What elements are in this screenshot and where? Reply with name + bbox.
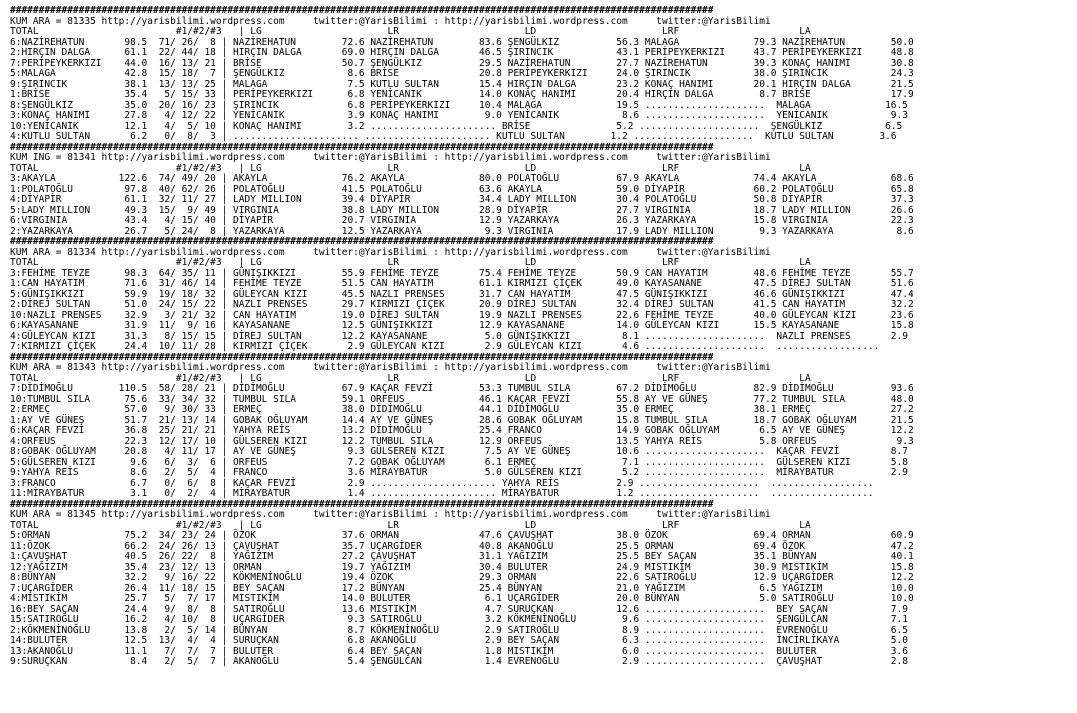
- column-header-line: TOTAL #1/#2/#3 | LG LR LD LRF LA: [10, 519, 811, 531]
- result-row: 14:BULUTER 12.5 13/ 4/ 4 | SURUÇKAN 6.8 AKANOĞLU 2.9 BEY SAÇAN 6.3 ..................... İNCİRLİKAYA 5.0: [10, 635, 908, 646]
- result-row: 2:KÖKMENİNOĞLU 13.8 2/ 5/ 14 | BÜNYAN 8.7 KÖKMENİNOĞLU 2.9 SATIROĞLU 8.9 ..................... EVRENOĞLU 6.5: [10, 624, 908, 636]
- result-row: 1:AY VE GÜNEŞ 51.7 21/ 13/ 14 | GOBAK OĞLUYAM 14.4 AY VE GÜNEŞ 28.6 GOBAK OĞLUYAM 15.8 TUMBUL SILA 18.7 GOBAK OĞLUYAM 21.5: [10, 414, 914, 426]
- result-row: 16:BEY SAÇAN 24.4 9/ 8/ 8 | SATIROĞLU 13.6 MISTIKİM 4.7 SURUÇKAN 12.6 ..................... BEY SAÇAN 7.9: [10, 603, 908, 615]
- result-row: 10:YENİCANIK 12.1 4/ 5/ 10 | KONAÇ HANIMI 3.2 ...................... BRİSE 5.2 ..................... ŞENGÜLKIZ 6.5: [10, 120, 903, 132]
- result-row: 1:POLATOĞLU 97.8 40/ 62/ 26 | POLATOĞLU 41.5 POLATOĞLU 63.6 AKAYLA 59.0 DİYAPİR 60.2 POLATOĞLU 65.8: [10, 183, 914, 195]
- result-row: 1:BRİSE 35.4 5/ 15/ 33 | PERİPEYKERKIZI 6.8 YENİCANIK 14.0 KONAÇ HANIMI 20.4 HIRÇIN DALGA 8.7 BRİSE 17.9: [10, 89, 914, 100]
- result-row: 4:DİYAPİR 61.1 32/ 11/ 27 | LADY MILLION 39.4 DİYAPİR 34.4 LADY MILLION 30.4 POLATOĞLU 50.8 DİYAPİR 37.3: [10, 194, 914, 205]
- section-separator: ###########################################################################################################################: [10, 5, 714, 16]
- result-row: 7:UÇARGİDER 26.4 11/ 18/ 15 | BEY SAÇAN 17.2 BÜNYAN 25.4 BÜNYAN 21.0 YAĞIZIM 6.5 YAĞIZIM 10.0: [10, 582, 914, 594]
- result-row: 6:KAYASANANE 31.9 11/ 9/ 16 | KAYASANANE 12.5 GÜNIŞIKKIZI 12.9 KAYASANANE 14.0 GÜLEYCAN KIZI 15.5 KAYASANANE 15.8: [10, 320, 914, 331]
- result-row: 11:MİRAYBATUR 3.1 0/ 2/ 4 | MİRAYBATUR 1.4 ...................... MİRAYBATUR 1.2 ..................... ..................: [10, 488, 874, 499]
- section-separator: ###########################################################################################################################: [10, 498, 714, 510]
- result-row: 4:ORFEUS 22.3 12/ 17/ 10 | GÜLSEREN KIZI 12.2 TUMBUL SILA 12.9 ORFEUS 13.5 YAHYA REİS 5.8 ORFEUS 9.3: [10, 435, 914, 447]
- result-row: 6:NAZİREHATUN 98.5 71/ 26/ 8 | NAZİREHATUN 72.6 NAZİREHATUN 83.6 ŞENGÜLKIZ 56.3 MALAGA 79.3 NAZİREHATUN 50.0: [10, 36, 914, 48]
- result-row: 7:DİDİMOĞLU 110.5 58/ 28/ 21 | DİDİMOĞLU 67.9 KAÇAR FEVZİ 53.3 TUMBUL SILA 67.2 DİDİMOĞLU 82.9 DİDİMOĞLU 93.6: [10, 383, 914, 394]
- race-header-line: KUM ING = 81341 http://yarisbilimi.wordpress.com twitter:@YarisBilimi : http://yarisbilimi.wordpress.com twitter:@YarisBilimi: [10, 152, 771, 163]
- result-row: 9:YAHYA REİS 8.6 2/ 5/ 4 | FRANCO 3.6 MİRAYBATUR 5.0 GÜLSEREN KIZI 5.2 ..................... MİRAYBATUR 2.9: [10, 467, 908, 478]
- result-row: 5:LADY MILLION 49.3 15/ 9/ 49 | VIRGINIA 38.8 LADY MILLION 28.9 DİYAPİR 27.7 VIRGINIA 18.7 LADY MILLION 26.6: [10, 204, 914, 216]
- result-row: 6:VIRGINIA 43.4 4/ 15/ 40 | DİYAPİR 20.7 VIRGINIA 12.9 YAZARKAYA 26.3 YAZARKAYA 15.8 VIRGINIA 22.3: [10, 215, 914, 226]
- result-row: 9:SURUÇKAN 8.4 2/ 5/ 7 | AKANOĞLU 5.4 ŞENGÜLCAN 1.4 EVRENOĞLU 2.9 ..................... ÇAVUŞHAT 2.8: [10, 656, 908, 667]
- result-row: 12:YAĞIZIM 35.4 23/ 12/ 13 | ORMAN 19.7 YAĞIZIM 30.4 BULUTER 24.9 MISTIKİM 30.9 MISTIKİM 15.8: [10, 561, 914, 573]
- result-row: 2:HIRÇIN DALGA 61.1 22/ 44/ 18 | HIRÇIN DALGA 69.0 HIRÇIN DALGA 46.5 ŞIRINCIK 43.1 PERİPEYKERKIZI 43.7 PERİPEYKERKIZI 48.8: [10, 47, 914, 58]
- result-row: 4:MISTIKİM 25.7 5/ 7/ 17 | MISTIKİM 14.0 BULUTER 6.1 UÇARGİDER 20.0 BÜNYAN 5.0 SATIROĞLU 10.0: [10, 593, 914, 604]
- result-row: 15:SATIROĞLU 16.2 4/ 10/ 8 | UÇARGİDER 9.3 SATIROĞLU 3.2 KÖKMENİNOĞLU 9.6 ..................... ŞENGÜLCAN 7.1: [10, 614, 908, 625]
- race-header-line: KUM ARA = 81335 http://yarisbilimi.wordpress.com twitter:@YarisBilimi : http://yarisbilimi.wordpress.com twitter:@YarisBilimi: [10, 15, 771, 27]
- result-row: 10:TUMBUL SILA 75.6 33/ 34/ 32 | TUMBUL SILA 59.1 ORFEUS 46.1 KAÇAR FEVZİ 55.8 AY VE GÜNEŞ 77.2 TUMBUL SILA 48.0: [10, 393, 914, 405]
- result-row: 2:DİREJ SULTAN 51.0 24/ 15/ 22 | NAZLI PRENSES 29.7 KIRMIZI ÇİÇEK 20.9 DİREJ SULTAN 32.4 DİREJ SULTAN 41.5 CAN HAYATIM 32.2: [10, 299, 914, 310]
- result-row: 8:ŞENGÜLKIZ 35.0 20/ 16/ 23 | ŞIRINCIK 6.8 PERİPEYKERKIZI 10.4 MALAGA 19.5 ..................... MALAGA 16.5: [10, 99, 908, 111]
- result-row: 4:GÜLEYCAN KIZI 31.3 8/ 15/ 15 | DİREJ SULTAN 12.2 KAYASANANE 5.0 GÜNIŞIKKIZI 8.1 ..................... NAZLI PRENSES 2.9: [10, 330, 908, 342]
- result-row: 9:ŞIRINCIK 38.1 13/ 13/ 25 | MALAGA 7.5 KUTLU SULTAN 15.4 HIRÇIN DALGA 23.2 KONAÇ HANIMI 20.1 HIRÇIN DALGA 21.5: [10, 78, 914, 90]
- result-row: 2:ERMEÇ 57.0 9/ 30/ 33 | ERMEÇ 38.0 DİDİMOĞLU 44.1 DİDİMOĞLU 35.0 ERMEÇ 38.1 ERMEÇ 27.2: [10, 404, 914, 415]
- result-row: 5:GÜLSEREN KIZI 9.6 6/ 3/ 6 | ORFEUS 7.2 GOBAK OĞLUYAM 6.1 ERMEÇ 7.1 ..................... GÜLSEREN KIZI 5.8: [10, 456, 908, 468]
- column-header-line: TOTAL #1/#2/#3 | LG LR LD LRF LA: [10, 372, 811, 384]
- result-row: 5:ORMAN 75.2 34/ 23/ 24 | ÖZOK 37.6 ORMAN 47.6 ÇAVUŞHAT 38.0 ÖZOK 69.4 ORMAN 60.9: [10, 530, 914, 541]
- result-row: 10:NAZLI PRENSES 32.9 3/ 21/ 32 | CAN HAYATIM 19.0 DİREJ SULTAN 19.9 NAZLI PRENSES 22.6 FEHİME TEYZE 40.0 GÜLEYCAN KIZI 23.6: [10, 309, 914, 321]
- race-header-line: KUM ARA = 81343 http://yarisbilimi.wordpress.com twitter:@YarisBilimi : http://yarisbilimi.wordpress.com twitter:@YarisBilimi: [10, 362, 771, 373]
- column-header-line: TOTAL #1/#2/#3 | LG LR LD LRF LA: [10, 26, 811, 37]
- section-separator: ###########################################################################################################################: [10, 236, 714, 247]
- result-row: 7:KIRMIZI ÇİÇEK 24.4 10/ 11/ 28 | KIRMIZI ÇİÇEK 2.9 GÜLEYCAN KIZI 2.9 GÜLEYCAN KIZI 4.6 ..................... ..................: [10, 341, 880, 352]
- result-row: 7:PERİPEYKERKIZI 44.0 16/ 13/ 21 | BRİSE 50.7 ŞENGÜLKIZ 29.5 NAZİREHATUN 27.7 NAZİREHATUN 39.3 KONAÇ HANIMI 30.8: [10, 57, 914, 69]
- result-row: 8:BÜNYAN 32.2 9/ 16/ 22 | KÖKMENİNOĞLU 19.4 ÖZOK 29.3 ORMAN 22.6 SATIROĞLU 12.9 UÇARGİDER 12.2: [10, 572, 914, 583]
- result-row: 5:MALAGA 42.8 15/ 18/ 7 | ŞENGÜLKIZ 8.6 BRİSE 20.8 PERİPEYKERKIZI 24.0 ŞIRINCIK 38.0 ŞIRINCIK 24.3: [10, 68, 914, 79]
- column-header-line: TOTAL #1/#2/#3 | LG LR LD LRF LA: [10, 257, 811, 268]
- column-header-line: TOTAL #1/#2/#3 | LG LR LD LRF LA: [10, 162, 811, 174]
- result-row: 1:CAN HAYATIM 71.6 31/ 46/ 14 | FEHİME TEYZE 51.5 CAN HAYATIM 61.1 KIRMIZI ÇİÇEK 49.0 KAYASANANE 47.5 DİREJ SULTAN 51.6: [10, 278, 914, 289]
- section-separator: ###########################################################################################################################: [10, 351, 714, 363]
- result-row: 8:GOBAK OĞLUYAM 20.8 4/ 11/ 17 | AY VE GÜNEŞ 9.3 GÜLSEREN KIZI 7.5 AY VE GÜNEŞ 10.6 ..................... KAÇAR FEVZİ 8.7: [10, 446, 908, 457]
- result-row: 3:FEHİME TEYZE 98.3 64/ 35/ 11 | GÜNIŞIKKIZI 55.9 FEHİME TEYZE 75.4 FEHİME TEYZE 50.9 CAN HAYATIM 48.6 FEHİME TEYZE 55.7: [10, 267, 914, 279]
- result-row: 3:FRANCO 6.7 0/ 6/ 8 | KAÇAR FEVZİ 2.9 ...................... YAHYA REİS 2.9 ..................... ..................: [10, 477, 874, 489]
- race-header-line: KUM ARA = 81334 http://yarisbilimi.wordpress.com twitter:@YarisBilimi : http://yarisbilimi.wordpress.com twitter:@YarisBilimi: [10, 246, 771, 258]
- race-header-line: KUM ARA = 81345 http://yarisbilimi.wordpress.com twitter:@YarisBilimi : http://yarisbilimi.wordpress.com twitter:@YarisBilimi: [10, 509, 771, 520]
- result-row: 3:KONAÇ HANIMI 27.8 4/ 12/ 22 | YENİCANIK 3.9 KONAÇ HANIMI 9.0 YENİCANIK 8.6 ..................... YENİCANIK 9.3: [10, 110, 908, 121]
- result-row: 5:GÜNIŞIKKIZI 59.9 19/ 18/ 32 | GÜLEYCAN KIZI 45.5 NAZLI PRENSES 31.7 CAN HAYATIM 47.5 GÜNIŞIKKIZI 46.6 GÜNIŞIKKIZI 47.4: [10, 288, 914, 300]
- result-row: 4:KUTLU SULTAN 6.2 0/ 8/ 3 | ...................... ...................... KUTLU SULTAN 1.2 ..................... KUTLU SULTAN 3.6: [10, 131, 897, 142]
- result-row: 1:ÇAVUŞHAT 40.5 26/ 22/ 8 | YAĞIZIM 27.2 ÇAVUŞHAT 31.1 YAĞIZIM 25.5 BEY SAÇAN 35.1 BÜNYAN 40.1: [10, 551, 914, 562]
- result-row: 3:AKAYLA 122.6 74/ 49/ 20 | AKAYLA 76.2 AKAYLA 80.0 POLATOĞLU 67.9 AKAYLA 74.4 AKAYLA 68.6: [10, 173, 914, 184]
- result-row: 2:YAZARKAYA 26.7 5/ 24/ 8 | YAZARKAYA 12.5 YAZARKAYA 9.3 VIRGINIA 17.9 LADY MILLION 9.3 YAZARKAYA 8.6: [10, 225, 914, 237]
- section-separator: ###########################################################################################################################: [10, 141, 714, 153]
- result-row: 11:ÖZOK 66.2 24/ 26/ 13 | ÇAVUŞHAT 35.7 UÇARGİDER 40.8 AKANOĞLU 25.5 ORMAN 69.4 ÖZOK 47.2: [10, 540, 914, 552]
- result-row: 13:AKANOĞLU 11.1 7/ 7/ 7 | BULUTER 6.4 BEY SAÇAN 1.8 MISTIKİM 6.0 ..................... BULUTER 3.6: [10, 645, 908, 657]
- result-row: 6:KAÇAR FEVZİ 36.8 25/ 21/ 21 | YAHYA REİS 13.2 DİDİMOĞLU 25.4 FRANCO 14.9 GOBAK OĞLUYAM 6.5 AY VE GÜNEŞ 12.2: [10, 425, 914, 436]
